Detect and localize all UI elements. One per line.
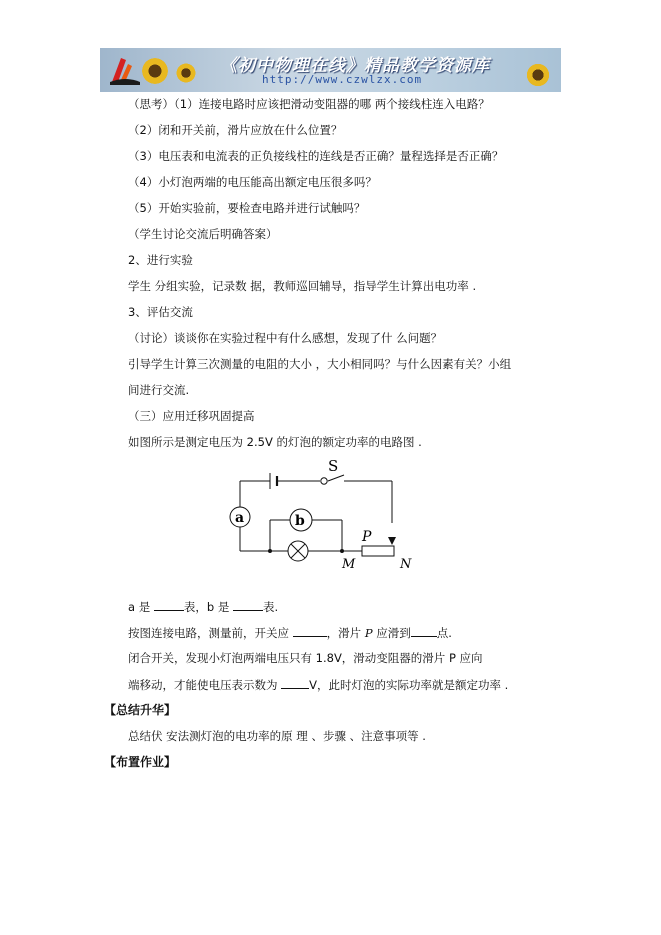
- section-heading-application: （三）应用迁移巩固提高: [128, 409, 255, 423]
- slider-arrow: [388, 537, 396, 545]
- summary-heading: 【总结升华】: [104, 703, 177, 717]
- question-1: （思考）（1）连接电路时应该把滑动变阻器的哪 两个接线柱连入电路？: [128, 97, 490, 111]
- question-5: （5）开始实验前，要检查电路并进行试触吗？: [128, 201, 366, 215]
- figure-intro: 如图所示是测定电压为 2.5V 的灯泡的额定功率的电路图 .: [128, 435, 422, 449]
- label-p: P: [362, 529, 372, 545]
- exercise-line-4: 端移动，才能使电压表示数为 V，此时灯泡的实际功率就是额定功率 .: [128, 678, 509, 692]
- sunflower-icon: [140, 56, 170, 86]
- section-heading-evaluation: 3、评估交流: [128, 305, 193, 319]
- discussion-paragraph: （讨论）谈谈你在实验过程中有什么感想，发现了什 么问题？: [128, 331, 443, 345]
- section-heading-experiment: 2、进行实验: [128, 253, 193, 267]
- discussion-note: （学生讨论交流后明确答案）: [128, 227, 278, 241]
- question-3: （3）电压表和电流表的正负接线柱的连线是否正确？量程选择是否正确？: [128, 149, 504, 163]
- experiment-paragraph: 学生 分组实验，记录数 据，教师巡回辅导，指导学生计算出电功率 .: [128, 279, 477, 293]
- label-n: N: [400, 557, 412, 572]
- label-m: M: [342, 557, 356, 572]
- circuit-diagram: [220, 455, 420, 575]
- sunflower-icon: [175, 62, 197, 84]
- junction-dot: [340, 549, 344, 553]
- answer-blank-switch[interactable]: [293, 625, 327, 637]
- answer-blank-a[interactable]: [154, 599, 184, 611]
- answer-blank-b[interactable]: [233, 599, 263, 611]
- label-s: S: [328, 457, 339, 475]
- sunflower-icon: [525, 62, 551, 88]
- exercise-line-3: 闭合开关，发现小灯泡两端电压只有 1.8V，滑动变阻器的滑片 P 应向: [128, 651, 483, 665]
- homework-heading: 【布置作业】: [104, 755, 177, 769]
- logo-icon: [108, 54, 142, 86]
- switch-contact: [321, 478, 327, 484]
- exercise-line-2: 按图连接电路，测量前，开关应 ，滑片 P 应滑到 点.: [128, 626, 452, 640]
- junction-dot: [268, 549, 272, 553]
- question-4: （4）小灯泡两端的电压能高出额定电压很多吗？: [128, 175, 377, 189]
- resistance-paragraph: 引导学生计算三次测量的电阻的大小 ，大小相同吗？与什么因素有关？小组: [128, 357, 512, 371]
- answer-blank-point[interactable]: [411, 625, 437, 637]
- resistance-paragraph-cont: 间进行交流.: [128, 383, 190, 397]
- summary-text: 总结伏 安法测灯泡的电功率的原 理 、步骤 、注意事项等 .: [128, 729, 426, 743]
- banner-url: http://www.czwlzx.com: [262, 73, 423, 86]
- question-2: （2）闭和开关前，滑片应放在什么位置？: [128, 123, 343, 137]
- label-a: a: [235, 510, 245, 526]
- answer-blank-voltage[interactable]: [281, 677, 309, 689]
- exercise-line-1: a 是 表，b 是 表.: [128, 600, 279, 614]
- label-b: b: [295, 513, 305, 529]
- header-banner: [100, 48, 561, 92]
- banner-title: 《初中物理在线》精品教学资源库: [220, 56, 490, 76]
